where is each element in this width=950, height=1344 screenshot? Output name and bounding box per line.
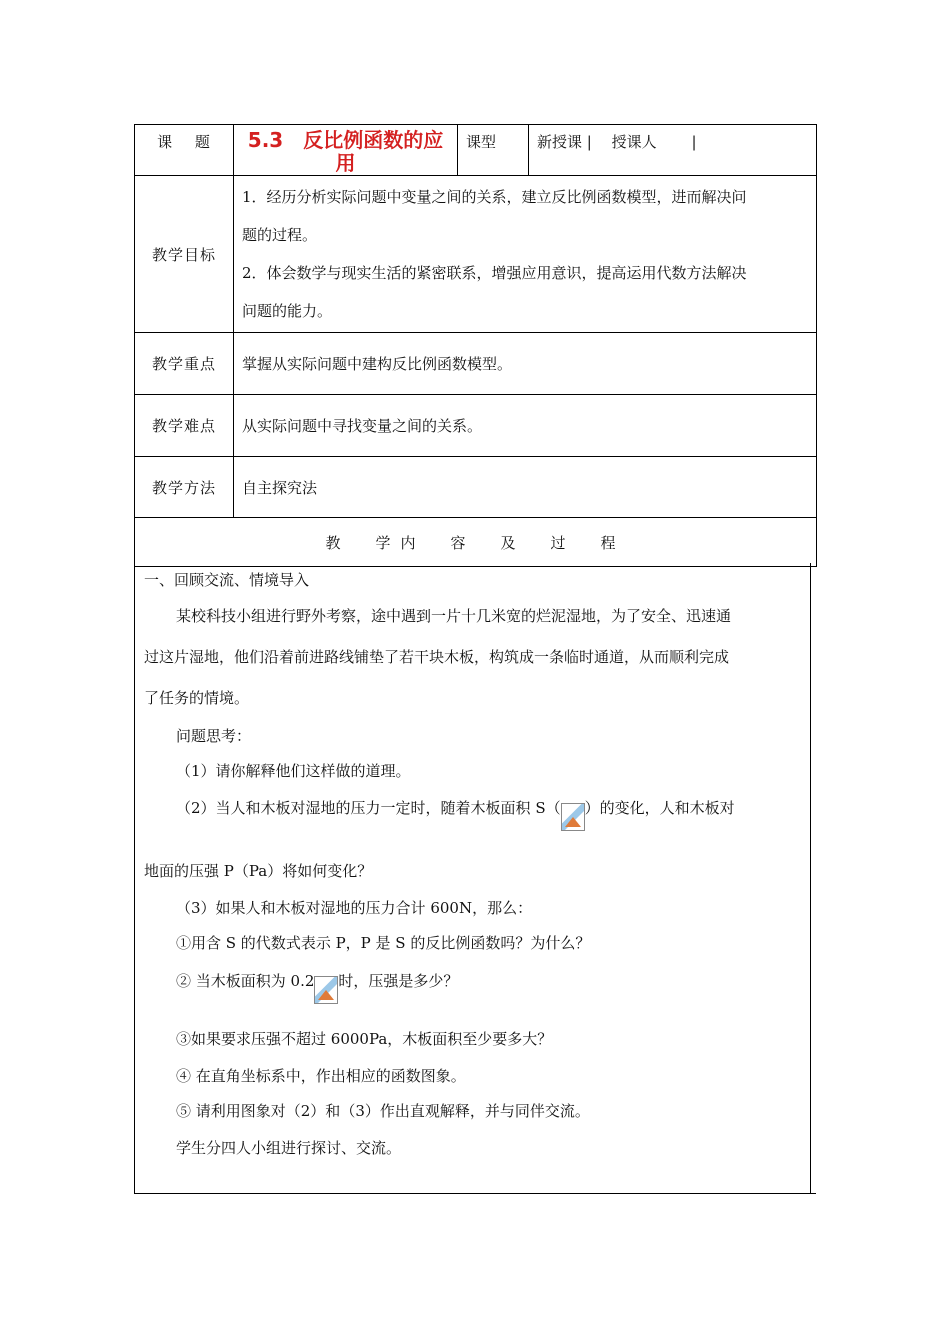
focus-label: 教学重点 <box>135 333 234 395</box>
sub-question: ④ 在直角坐标系中，作出相应的函数图象。 <box>176 1067 466 1085</box>
topic-title-cell <box>234 125 458 176</box>
image-placeholder-icon <box>561 803 585 831</box>
paragraph-line: 了任务的情境。 <box>144 689 250 707</box>
method-value: 自主探究法 <box>234 457 817 518</box>
question-item <box>176 795 735 823</box>
question-text: ② 当木板面积为 0.2 <box>176 972 315 990</box>
question-item: （3）如果人和木板对湿地的压力合计 600N，那么： <box>176 899 533 917</box>
paragraph-line: 某校科技小组进行野外考察，途中遇到一片十几米宽的烂泥湿地，为了安全、迅速通 <box>176 607 732 625</box>
goals-label: 教学目标 <box>135 176 234 333</box>
method-label: 教学方法 <box>135 457 234 518</box>
goals-content <box>234 176 817 333</box>
content-heading: 教 学内 容 及 过 程 <box>135 518 817 567</box>
type-and-teacher <box>529 125 817 176</box>
focus-value: 掌握从实际问题中建构反比例函数模型。 <box>234 333 817 395</box>
goal-line: 题的过程。 <box>242 226 318 244</box>
question-text: （2）当人和木板对湿地的压力一定时，随着木板面积 S（ <box>176 799 561 817</box>
question-item: 地面的压强 P（Pa）将如何变化？ <box>144 862 373 880</box>
sub-question <box>176 968 458 996</box>
topic-title: 5.3 反比例函数的应用 <box>247 128 444 175</box>
image-placeholder-icon <box>314 976 338 1004</box>
question-title: 问题思考： <box>176 727 252 745</box>
goal-line: 1．经历分析实际问题中变量之间的关系，建立反比例函数模型，进而解决问 <box>242 188 747 206</box>
question-text: 时，压强是多少？ <box>338 972 459 990</box>
sub-question: ③如果要求压强不超过 6000Pa，木板面积至少要多大？ <box>176 1030 553 1048</box>
question-text: ）的变化，人和木板对 <box>584 799 735 817</box>
question-item: （1）请你解释他们这样做的道理。 <box>176 762 411 780</box>
teacher-label: 授课人 <box>611 133 657 151</box>
divider: | <box>586 133 607 151</box>
difficulty-label: 教学难点 <box>135 395 234 457</box>
goal-line: 2．体会数学与现实生活的紧密联系，增强应用意识，提高运用代数方法解决 <box>242 264 747 282</box>
paragraph-line: 过这片湿地，他们沿着前进路线铺垫了若干块木板，构筑成一条临时通道，从而顺利完成 <box>144 648 730 666</box>
table-corner-tick <box>809 1193 816 1194</box>
sub-question: ①用含 S 的代数式表示 P，P 是 S 的反比例函数吗？为什么？ <box>176 934 591 952</box>
closing-line: 学生分四人小组进行探讨、交流。 <box>176 1139 402 1157</box>
type-label: 课型 <box>458 125 529 176</box>
lesson-header-table <box>134 124 817 567</box>
difficulty-value: 从实际问题中寻找变量之间的关系。 <box>234 395 817 457</box>
type-value: 新授课 <box>537 133 583 151</box>
divider: | <box>661 133 697 151</box>
topic-label: 课 题 <box>135 125 234 176</box>
goal-line: 问题的能力。 <box>242 302 333 320</box>
section-heading: 一、回顾交流、情境导入 <box>144 571 310 589</box>
sub-question: ⑤ 请利用图象对（2）和（3）作出直观解释，并与同伴交流。 <box>176 1102 590 1120</box>
